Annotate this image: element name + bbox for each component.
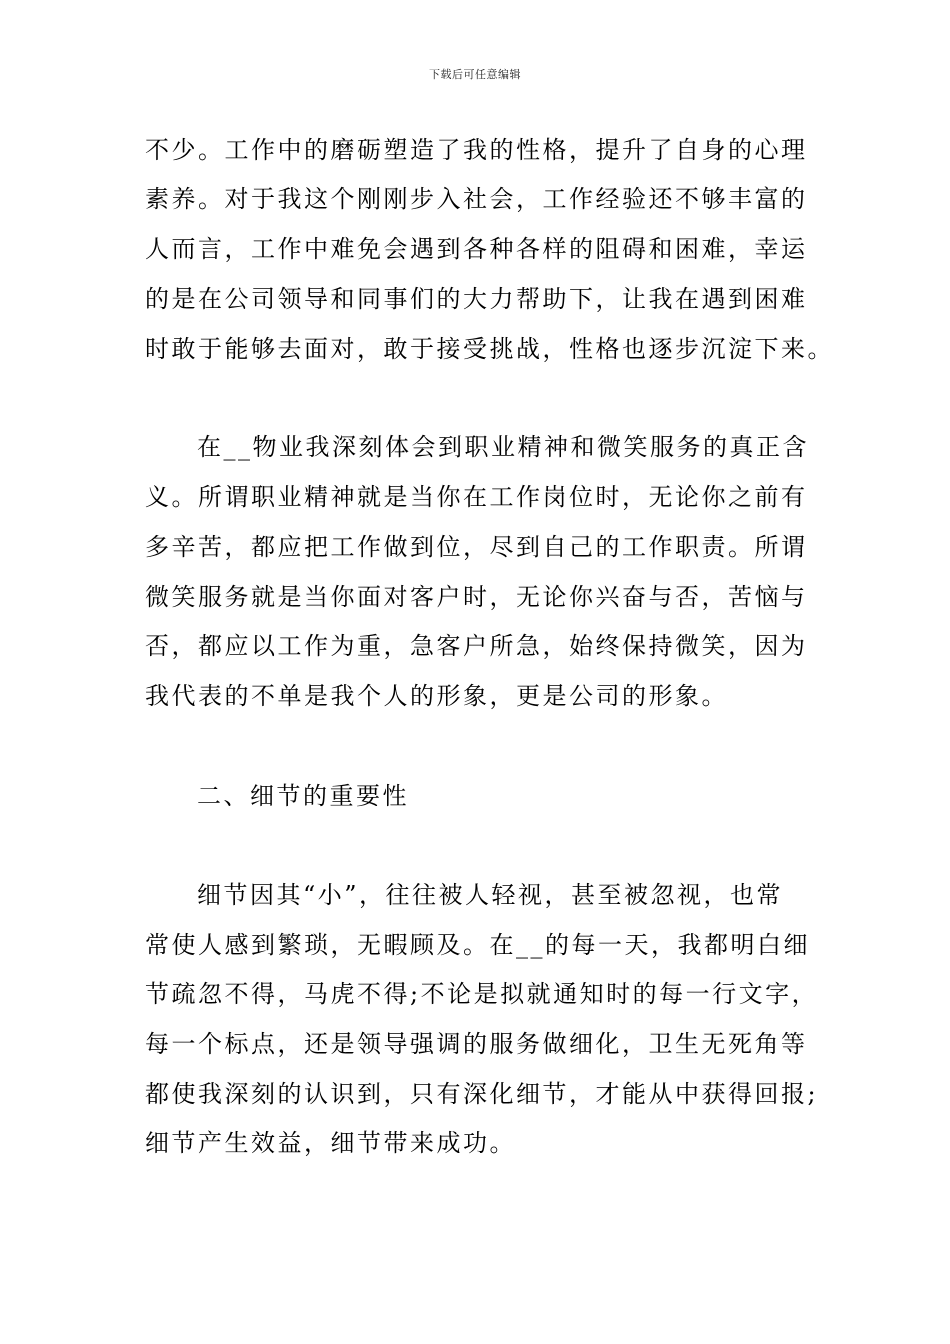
paragraph-1-line-2: 素养。对于我这个刚刚步入社会，工作经验还不够丰富的: [145, 185, 808, 213]
paragraph-3-line-6: 细节产生效益，细节带来成功。: [145, 1129, 516, 1157]
paragraph-3-line-4: 每一个标点，还是领导强调的服务做细化，卫生无死角等: [145, 1030, 808, 1058]
paragraph-2-line-1: 在__物业我深刻体会到职业精神和微笑服务的真正含: [197, 433, 809, 461]
paragraph-2-line-6: 我代表的不单是我个人的形象，更是公司的形象。: [145, 682, 728, 710]
paragraph-2-line-4: 微笑服务就是当你面对客户时，无论你兴奋与否，苦恼与: [145, 583, 808, 611]
page-header: 下载后可任意编辑: [429, 68, 521, 81]
paragraph-1-line-5: 时敢于能够去面对，敢于接受挑战，性格也逐步沉淀下来。: [145, 335, 834, 363]
section-heading: 二、细节的重要性: [197, 782, 409, 810]
paragraph-3-line-5: 都使我深刻的认识到，只有深化细节，才能从中获得回报;: [145, 1080, 819, 1108]
paragraph-2-line-3: 多辛苦，都应把工作做到位，尽到自己的工作职责。所谓: [145, 533, 808, 561]
paragraph-3-line-3: 节疏忽不得，马虎不得;不论是拟就通知时的每一行文字，: [145, 980, 819, 1008]
paragraph-1-line-1: 不少。工作中的磨砺塑造了我的性格，提升了自身的心理: [145, 136, 808, 164]
paragraph-3-line-2: 常使人感到繁琐，无暇顾及。在__的每一天，我都明白细: [145, 931, 810, 959]
paragraph-3-line-1: 细节因其“小”，往往被人轻视，甚至被忽视，也常: [197, 881, 784, 909]
paragraph-1-line-4: 的是在公司领导和同事们的大力帮助下，让我在遇到困难: [145, 285, 808, 313]
paragraph-2-line-2: 义。所谓职业精神就是当你在工作岗位时，无论你之前有: [145, 483, 808, 511]
paragraph-2-line-5: 否，都应以工作为重，急客户所急，始终保持微笑，因为: [145, 632, 808, 660]
paragraph-1-line-3: 人而言，工作中难免会遇到各种各样的阻碍和困难，幸运: [145, 235, 808, 263]
